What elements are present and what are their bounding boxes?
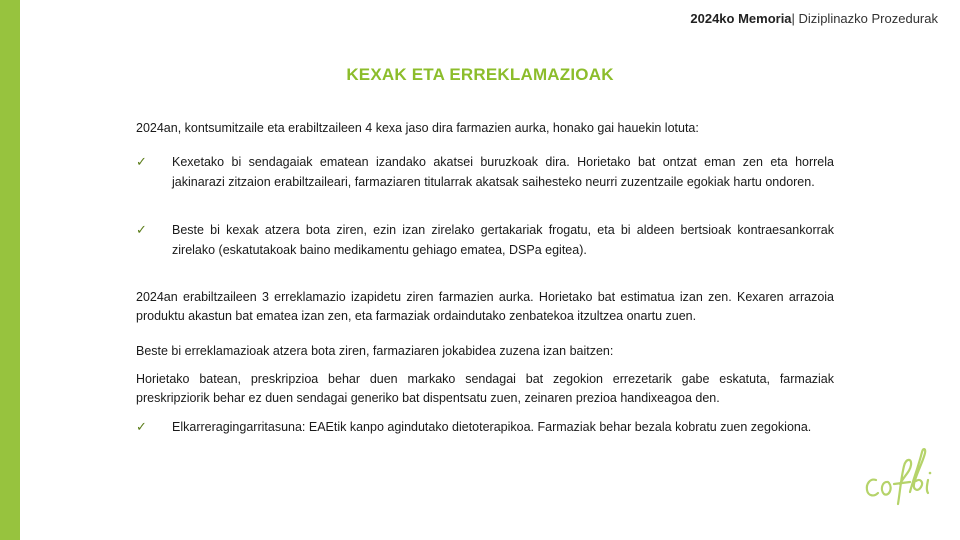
cofbi-logo: [858, 440, 938, 518]
complaint-item-1: [136, 153, 834, 192]
complaint-text-2: Beste bi kexak atzera bota ziren, ezin izan zirelako gertakariak frogatu, eta bi aldeen bertsioak kontraesankorrak zirelako (eskatutakoak baino medikamentu gehiago ematea, DSPa egitea).: [172, 223, 834, 257]
intro-paragraph: 2024an, kontsumitzaile eta erabiltzaileen 4 kexa jaso dira farmazien aurka, honako gai hauekin lotuta:: [136, 121, 699, 135]
rejected-claims-paragraph: Beste bi erreklamazioak atzera bota ziren, farmaziaren jokabidea zuzena izan baitzen:: [136, 344, 614, 358]
checkmark-icon: ✓: [136, 222, 147, 237]
page-title: KEXAK ETA ERREKLAMAZIOAK: [346, 65, 614, 84]
final-item: [136, 418, 834, 438]
header-section-title: | Diziplinazko Prozedurak: [791, 11, 938, 26]
page-header: [690, 11, 938, 26]
final-item-text: Elkarreragingarritasuna: EAEtik kanpo agindutako dietoterapikoa. Farmaziak behar bezala kobratu zuen zegokiona.: [172, 420, 812, 434]
header-report-title: 2024ko Memoria: [690, 11, 792, 26]
complaint-text-1: Kexetako bi sendagaiak ematean izandako akatsei buruzkoak dira. Horietako bat ontzat eman zen eta horrela jakinarazi zitzaion erabiltzaileari, farmaziaren titularrak akatsak saihesteko neurri zuzentzaile egokiak hartu ondoren.: [172, 155, 834, 189]
checkmark-icon: ✓: [136, 419, 147, 434]
claims-paragraph: 2024an erabiltzaileen 3 erreklamazio izapidetu ziren farmazien aurka. Horietako bat estimatua izan zen. Kexaren arrazoia produktu akastun bat ematea izan zen, eta farmaziak ordaindutako zenbatekoa itzultzea onartu zuen.: [136, 290, 834, 323]
checkmark-icon: ✓: [136, 154, 147, 169]
case-paragraph: Horietako batean, preskripzioa behar duen markako sendagai bat zegokion errezetarik gabe eskatuta, farmaziak preskripziorik behar ez duen sendagai generiko bat dispentsatu zuen, zeinaren prezioa handixeagoa den.: [136, 372, 834, 405]
complaint-item-2: [136, 221, 834, 260]
